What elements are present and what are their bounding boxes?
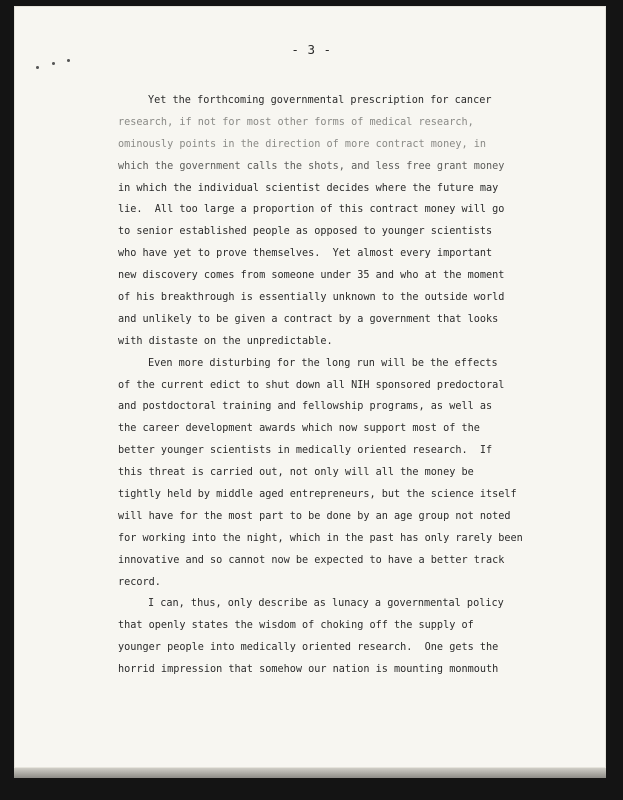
typed-text: [118, 90, 558, 681]
text-line: innovative and so cannot now be expected to have a better track: [118, 554, 505, 566]
text-line: and postdoctoral training and fellowship programs, as well as: [118, 401, 493, 413]
text-line: for working into the night, which in the past has only rarely been: [118, 532, 523, 544]
text-line: who have yet to prove themselves. Yet almost every important: [118, 248, 493, 260]
text-line: better younger scientists in medically oriented research. If: [118, 445, 493, 457]
text-line: new discovery comes from someone under 35 and who at the moment: [118, 270, 505, 282]
page-number: - 3 -: [291, 42, 332, 57]
text-line: horrid impression that somehow our nation is mounting monmouth: [118, 664, 499, 676]
text-line: the career development awards which now support most of the: [118, 423, 480, 435]
text-line: in which the individual scientist decides where the future may: [118, 182, 499, 194]
paragraph-3: [118, 593, 558, 681]
text-line: Even more disturbing for the long run will be the effects: [148, 357, 498, 369]
text-line: of the current edict to shut down all NIH sponsored predoctoral: [118, 379, 505, 391]
text-line: research, if not for most other forms of medical research,: [118, 116, 474, 128]
stray-marks: [36, 58, 76, 74]
page-edge: [14, 768, 606, 778]
text-line: younger people into medically oriented research. One gets the: [118, 642, 499, 654]
text-line: lie. All too large a proportion of this contract money will go: [118, 204, 505, 216]
text-line: will have for the most part to be done by an age group not noted: [118, 510, 511, 522]
text-line: of his breakthrough is essentially unknown to the outside world: [118, 292, 505, 304]
text-line: which the government calls the shots, and less free grant money: [118, 160, 505, 172]
text-line: that openly states the wisdom of choking off the supply of: [118, 620, 474, 632]
text-line: and unlikely to be given a contract by a government that looks: [118, 313, 499, 325]
text-line: I can, thus, only describe as lunacy a governmental policy: [148, 598, 504, 610]
text-line: this threat is carried out, not only will all the money be: [118, 467, 474, 479]
text-line: record.: [118, 576, 161, 588]
paragraph-2: [118, 353, 558, 594]
text-line: Yet the forthcoming governmental prescription for cancer: [148, 95, 492, 106]
text-line: tightly held by middle aged entrepreneurs, but the science itself: [118, 489, 517, 501]
text-line: to senior established people as opposed to younger scientists: [118, 226, 493, 238]
text-line: with distaste on the unpredictable.: [118, 335, 333, 347]
paragraph-1: [118, 90, 558, 353]
text-line: ominously points in the direction of more contract money, in: [118, 138, 487, 150]
